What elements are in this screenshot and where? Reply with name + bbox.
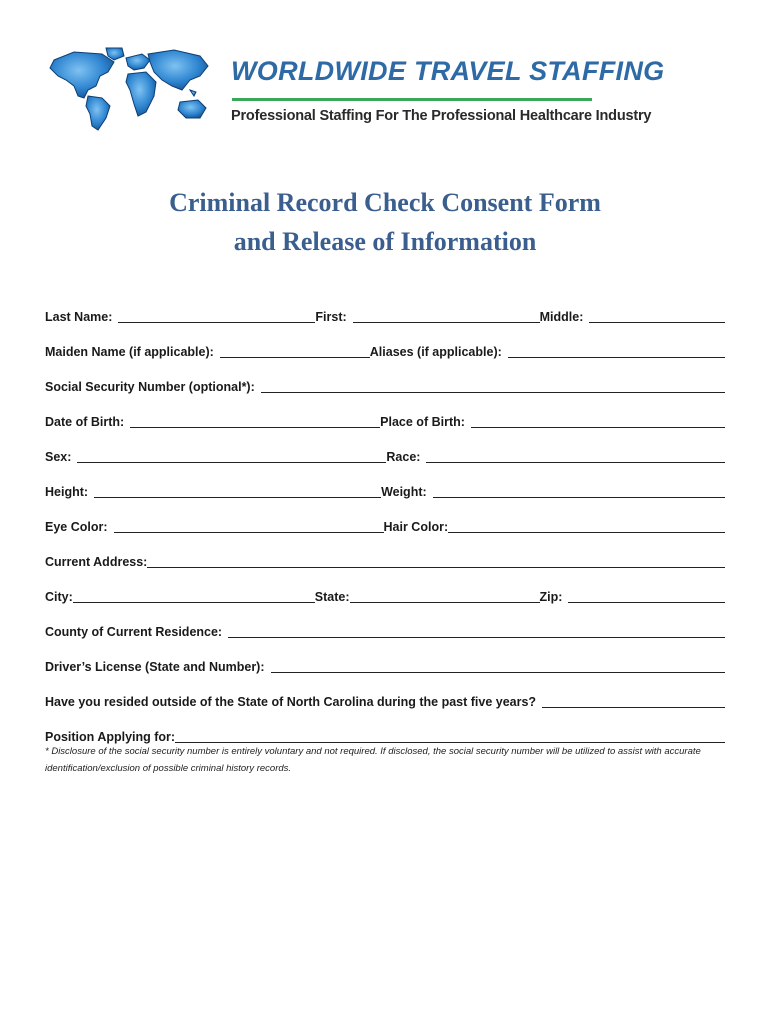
resided-outside-label: Have you resided outside of the State of North Carolina during the past five years?: [45, 695, 537, 709]
form-title-line-2: and Release of Information: [233, 227, 537, 256]
ssn-footnote: * Disclosure of the social security number is entirely voluntary and not required. If disclosed, the social security number will be utilized to assist with accurate identification/exclusion of possible criminal history records.: [45, 746, 701, 774]
row-position: [45, 710, 725, 745]
dob-field[interactable]: [130, 413, 380, 428]
county-field[interactable]: [228, 623, 725, 638]
consent-form: [45, 290, 725, 745]
race-field[interactable]: [426, 448, 725, 463]
row-birth: [45, 395, 725, 430]
dob-label: Date of Birth:: [45, 415, 125, 429]
state-label: State:: [314, 590, 350, 604]
race-label: Race:: [386, 450, 421, 464]
row-resided-outside: [45, 675, 725, 710]
eye-color-field[interactable]: [114, 518, 384, 533]
zip-label: Zip:: [539, 590, 563, 604]
resided-outside-field[interactable]: [542, 693, 725, 708]
row-city-state-zip: [45, 570, 725, 605]
ssn-field[interactable]: [261, 378, 725, 393]
last-name-field[interactable]: [118, 308, 315, 323]
brand-divider: [232, 98, 592, 101]
first-name-field[interactable]: [353, 308, 540, 323]
row-drivers-license: [45, 640, 725, 675]
drivers-license-field[interactable]: [271, 658, 725, 673]
maiden-name-field[interactable]: [220, 343, 370, 358]
height-label: Height:: [45, 485, 89, 499]
city-label: City:: [45, 590, 73, 604]
hair-color-field[interactable]: [448, 518, 725, 533]
row-address: [45, 535, 725, 570]
row-sex-race: [45, 430, 725, 465]
current-address-label: Current Address:: [45, 555, 148, 569]
world-map-globe-icon: [44, 46, 214, 134]
last-name-label: Last Name:: [45, 310, 113, 324]
sex-label: Sex:: [45, 450, 72, 464]
row-height-weight: [45, 465, 725, 500]
position-field[interactable]: [175, 728, 725, 743]
company-logo: [44, 44, 665, 139]
aliases-label: Aliases (if applicable):: [369, 345, 502, 359]
place-of-birth-field[interactable]: [471, 413, 725, 428]
weight-field[interactable]: [433, 483, 725, 498]
middle-name-field[interactable]: [589, 308, 725, 323]
maiden-name-label: Maiden Name (if applicable):: [45, 345, 214, 359]
drivers-license-label: Driver’s License (State and Number):: [45, 660, 265, 674]
current-address-field[interactable]: [147, 553, 725, 568]
first-name-label: First:: [315, 310, 347, 324]
height-field[interactable]: [94, 483, 381, 498]
eye-color-label: Eye Color:: [45, 520, 108, 534]
form-title-line-1: Criminal Record Check Consent Form: [169, 188, 601, 217]
hair-color-label: Hair Color:: [383, 520, 449, 534]
row-eye-hair: [45, 500, 725, 535]
place-of-birth-label: Place of Birth:: [380, 415, 465, 429]
aliases-field[interactable]: [508, 343, 725, 358]
ssn-label: Social Security Number (optional*):: [45, 380, 255, 394]
form-title: [0, 183, 770, 261]
position-label: Position Applying for:: [45, 730, 176, 744]
zip-field[interactable]: [568, 588, 725, 603]
sex-field[interactable]: [77, 448, 386, 463]
row-maiden-aliases: [45, 325, 725, 360]
state-field[interactable]: [350, 588, 540, 603]
county-label: County of Current Residence:: [45, 625, 223, 639]
brand-tagline: Professional Staffing For The Professional Healthcare Industry: [231, 108, 652, 124]
row-name: [45, 290, 725, 325]
brand-name: WORLDWIDE TRAVEL STAFFING: [231, 56, 665, 86]
weight-label: Weight:: [381, 485, 427, 499]
row-county: [45, 605, 725, 640]
city-field[interactable]: [73, 588, 315, 603]
row-ssn: [45, 360, 725, 395]
middle-name-label: Middle:: [539, 310, 584, 324]
